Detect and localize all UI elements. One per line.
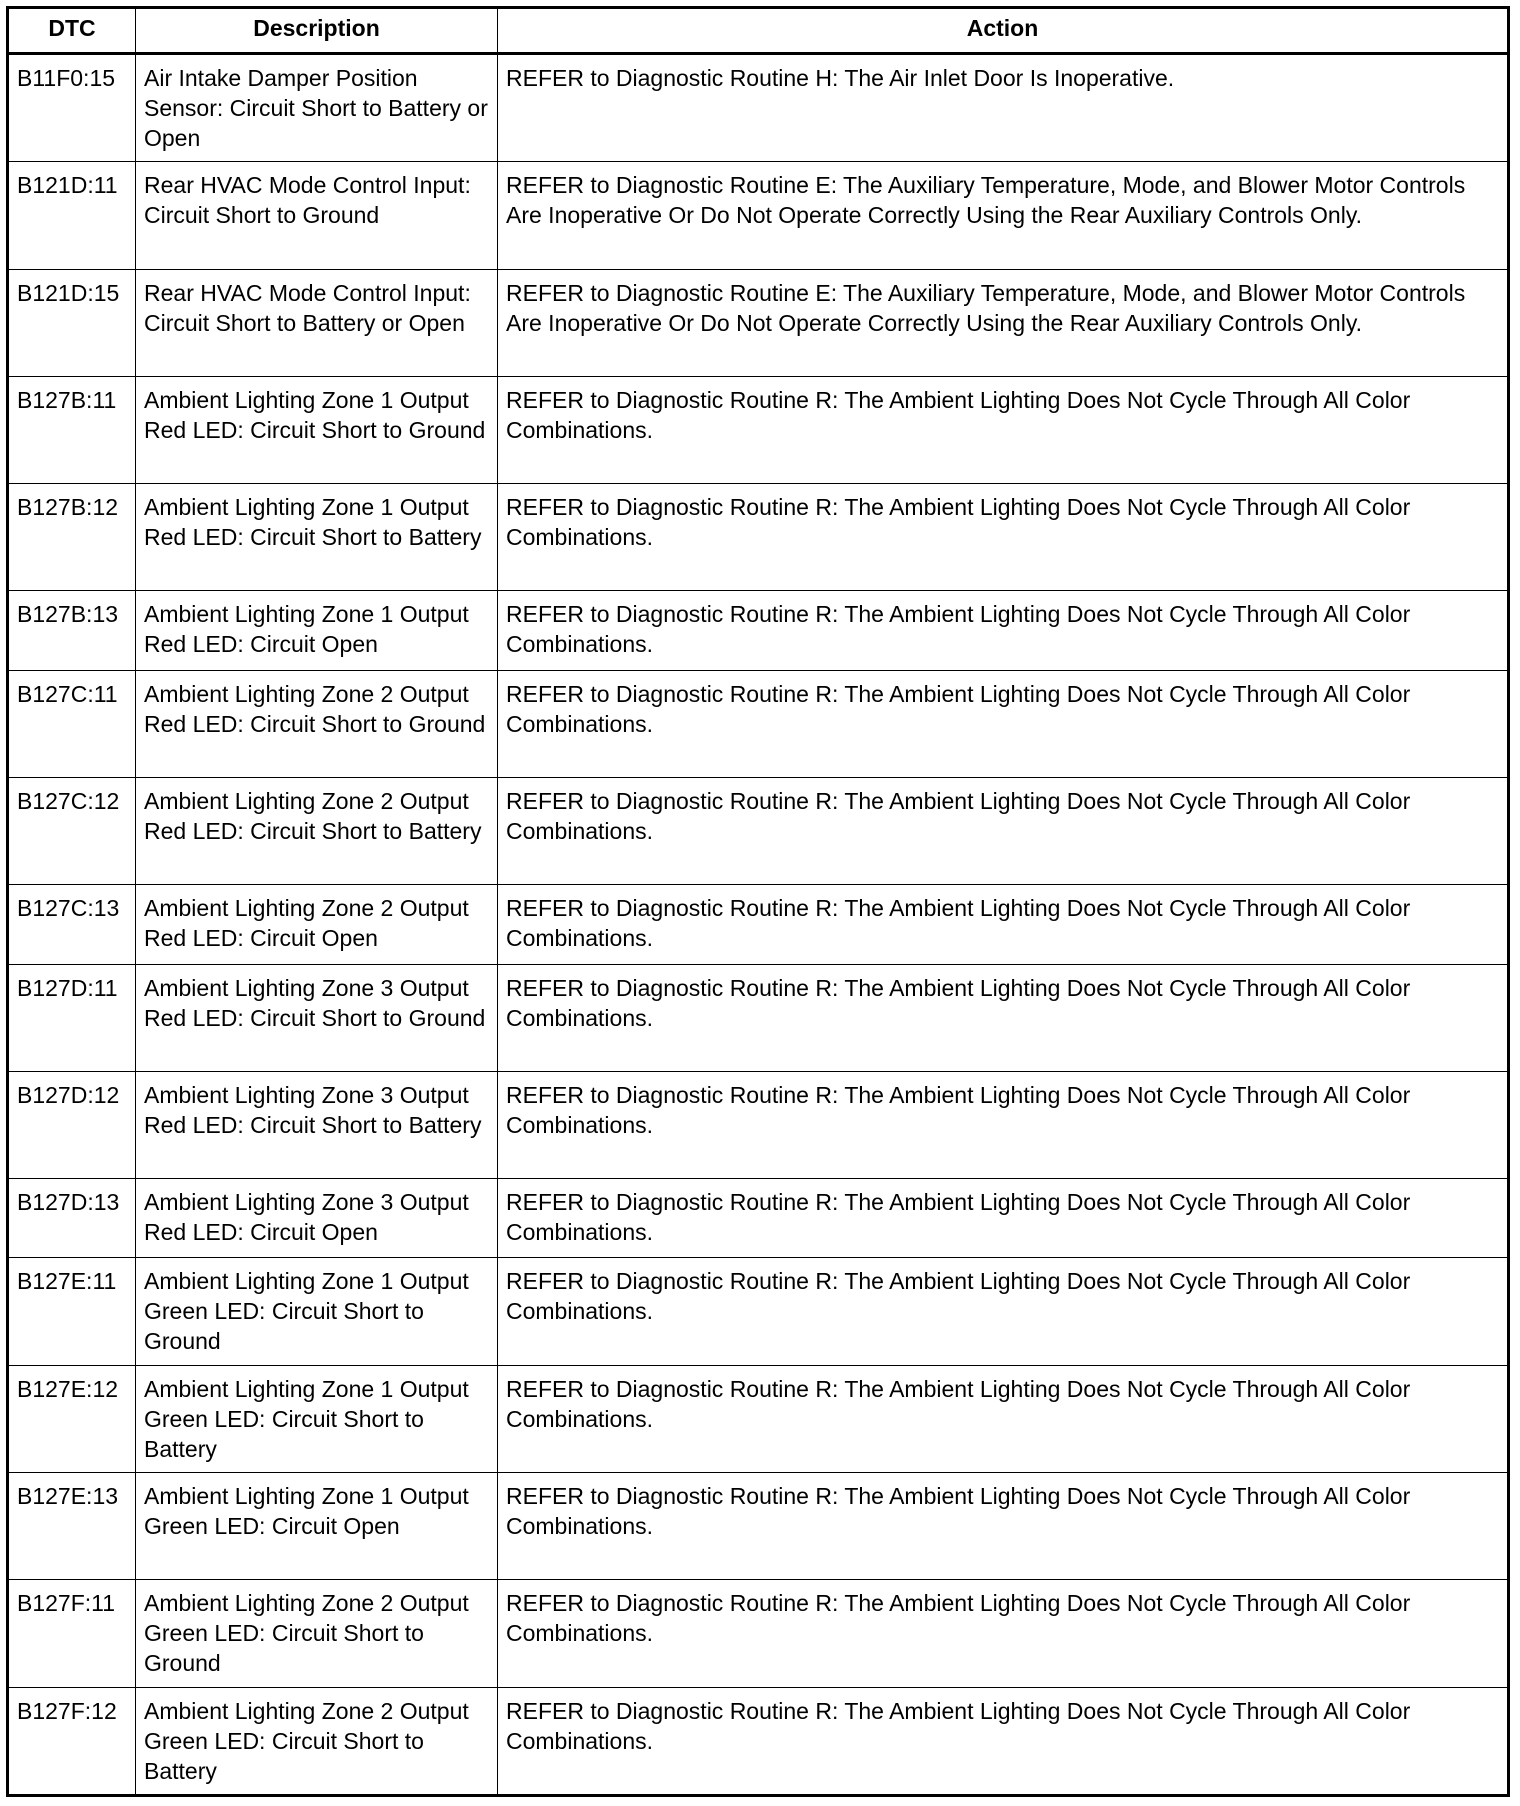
table-row [8,885,1509,964]
dtc-description: Ambient Lighting Zone 1 Output Red LED: Circuit Open [136,591,498,670]
dtc-action: REFER to Diagnostic Routine R: The Ambient Lighting Does Not Cycle Through All Color Combinations. [498,964,1509,1071]
dtc-action: REFER to Diagnostic Routine R: The Ambient Lighting Does Not Cycle Through All Color Combinations. [498,1179,1509,1258]
dtc-description: Ambient Lighting Zone 1 Output Green LED: Circuit Open [136,1472,498,1579]
table-row [8,1071,1509,1178]
dtc-description: Ambient Lighting Zone 3 Output Red LED: Circuit Short to Battery [136,1071,498,1178]
dtc-action: REFER to Diagnostic Routine H: The Air Inlet Door Is Inoperative. [498,54,1509,162]
dtc-description: Ambient Lighting Zone 1 Output Green LED: Circuit Short to Battery [136,1365,498,1472]
dtc-code: B127B:11 [8,376,136,483]
dtc-action: REFER to Diagnostic Routine R: The Ambient Lighting Does Not Cycle Through All Color Combinations. [498,1365,1509,1472]
dtc-code: B127E:11 [8,1258,136,1365]
dtc-description: Ambient Lighting Zone 2 Output Green LED: Circuit Short to Ground [136,1580,498,1687]
dtc-code: B121D:15 [8,269,136,376]
dtc-action: REFER to Diagnostic Routine R: The Ambient Lighting Does Not Cycle Through All Color Combinations. [498,1472,1509,1579]
table-row [8,778,1509,885]
dtc-action: REFER to Diagnostic Routine R: The Ambient Lighting Does Not Cycle Through All Color Combinations. [498,1580,1509,1687]
dtc-description: Ambient Lighting Zone 2 Output Red LED: Circuit Open [136,885,498,964]
header-description: Description [136,8,498,54]
table-row [8,376,1509,483]
table-row [8,1365,1509,1472]
dtc-action: REFER to Diagnostic Routine R: The Ambient Lighting Does Not Cycle Through All Color Combinations. [498,885,1509,964]
dtc-description: Rear HVAC Mode Control Input: Circuit Short to Battery or Open [136,269,498,376]
dtc-description: Rear HVAC Mode Control Input: Circuit Short to Ground [136,162,498,269]
table-row [8,162,1509,269]
dtc-code: B127E:13 [8,1472,136,1579]
dtc-description: Ambient Lighting Zone 1 Output Red LED: Circuit Short to Battery [136,484,498,591]
table-row [8,54,1509,162]
dtc-description: Ambient Lighting Zone 2 Output Green LED: Circuit Short to Battery [136,1687,498,1795]
header-dtc: DTC [8,8,136,54]
dtc-action: REFER to Diagnostic Routine R: The Ambient Lighting Does Not Cycle Through All Color Combinations. [498,1258,1509,1365]
dtc-table [6,6,1510,1797]
table-row [8,1258,1509,1365]
dtc-action: REFER to Diagnostic Routine R: The Ambient Lighting Does Not Cycle Through All Color Combinations. [498,1687,1509,1795]
dtc-action: REFER to Diagnostic Routine E: The Auxiliary Temperature, Mode, and Blower Motor Controls Are Inoperative Or Do Not Operate Correctly Using the Rear Auxiliary Controls Only. [498,269,1509,376]
dtc-code: B127F:11 [8,1580,136,1687]
dtc-code: B11F0:15 [8,54,136,162]
table-body [8,54,1509,1796]
dtc-action: REFER to Diagnostic Routine R: The Ambient Lighting Does Not Cycle Through All Color Combinations. [498,376,1509,483]
dtc-action: REFER to Diagnostic Routine R: The Ambient Lighting Does Not Cycle Through All Color Combinations. [498,484,1509,591]
table-row [8,964,1509,1071]
dtc-code: B127E:12 [8,1365,136,1472]
dtc-action: REFER to Diagnostic Routine R: The Ambient Lighting Does Not Cycle Through All Color Combinations. [498,670,1509,777]
dtc-code: B127C:13 [8,885,136,964]
dtc-code: B127C:12 [8,778,136,885]
table-row [8,1472,1509,1579]
table-row [8,670,1509,777]
table-row [8,1580,1509,1687]
table-header [8,8,1509,54]
dtc-description: Ambient Lighting Zone 2 Output Red LED: Circuit Short to Battery [136,778,498,885]
dtc-code: B127F:12 [8,1687,136,1795]
table-row [8,1687,1509,1795]
table-row [8,484,1509,591]
table-row [8,1179,1509,1258]
dtc-code: B127D:13 [8,1179,136,1258]
dtc-description: Ambient Lighting Zone 3 Output Red LED: Circuit Open [136,1179,498,1258]
table-row [8,269,1509,376]
table-row [8,591,1509,670]
dtc-code: B127B:12 [8,484,136,591]
dtc-description: Ambient Lighting Zone 1 Output Red LED: Circuit Short to Ground [136,376,498,483]
dtc-code: B127D:11 [8,964,136,1071]
dtc-code: B127B:13 [8,591,136,670]
dtc-code: B127C:11 [8,670,136,777]
dtc-description: Ambient Lighting Zone 2 Output Red LED: Circuit Short to Ground [136,670,498,777]
dtc-action: REFER to Diagnostic Routine R: The Ambient Lighting Does Not Cycle Through All Color Combinations. [498,591,1509,670]
dtc-action: REFER to Diagnostic Routine R: The Ambient Lighting Does Not Cycle Through All Color Combinations. [498,1071,1509,1178]
dtc-action: REFER to Diagnostic Routine R: The Ambient Lighting Does Not Cycle Through All Color Combinations. [498,778,1509,885]
dtc-description: Ambient Lighting Zone 3 Output Red LED: Circuit Short to Ground [136,964,498,1071]
dtc-code: B121D:11 [8,162,136,269]
header-action: Action [498,8,1509,54]
dtc-action: REFER to Diagnostic Routine E: The Auxiliary Temperature, Mode, and Blower Motor Controls Are Inoperative Or Do Not Operate Correctly Using the Rear Auxiliary Controls Only. [498,162,1509,269]
dtc-description: Air Intake Damper Position Sensor: Circuit Short to Battery or Open [136,54,498,162]
dtc-code: B127D:12 [8,1071,136,1178]
header-row [8,8,1509,54]
dtc-description: Ambient Lighting Zone 1 Output Green LED: Circuit Short to Ground [136,1258,498,1365]
